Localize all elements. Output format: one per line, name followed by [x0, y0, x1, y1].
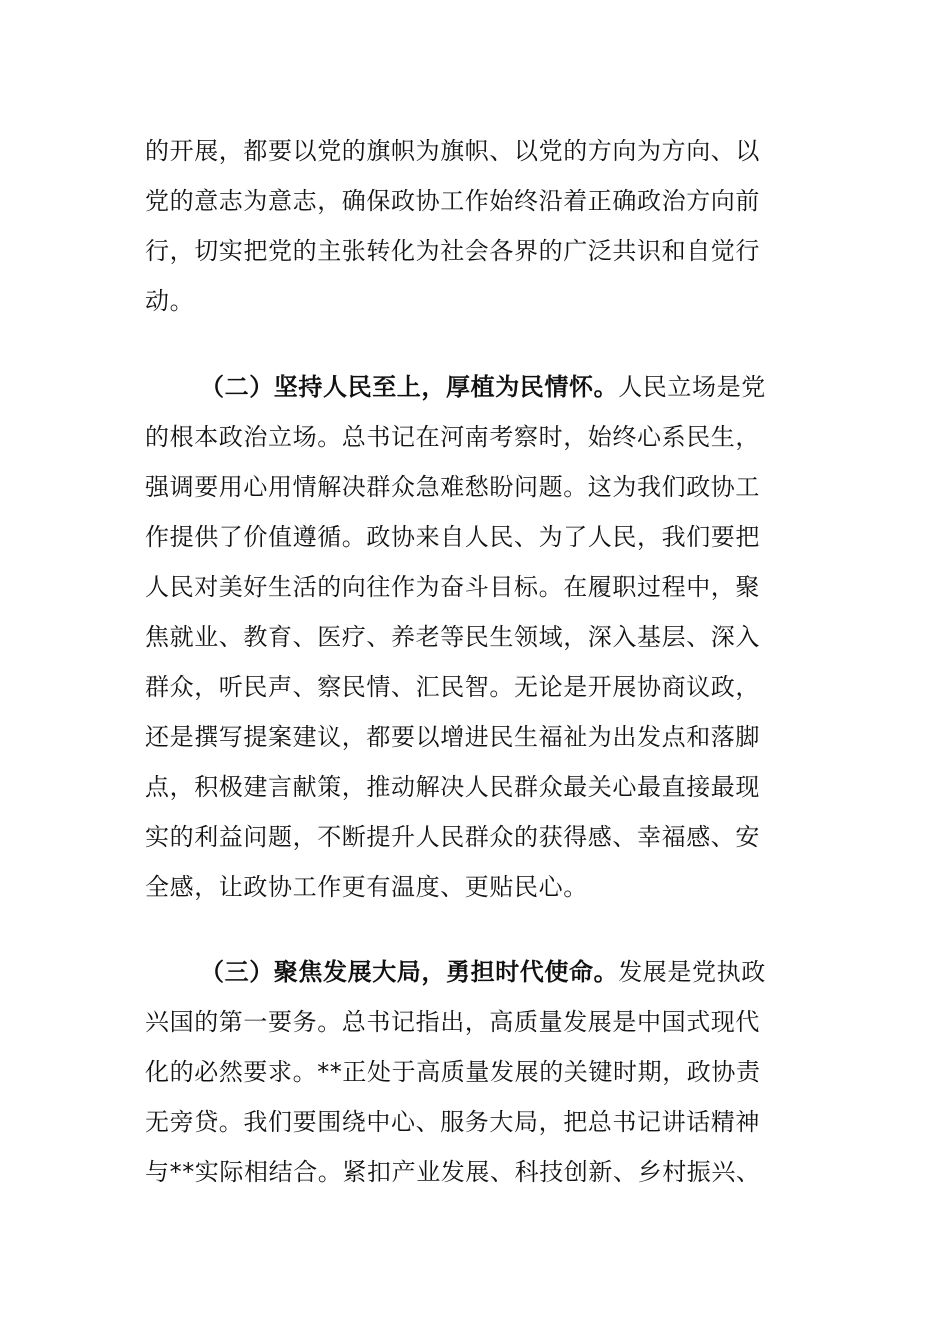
para2-line: 强调要用心用情解决群众急难愁盼问题。这为我们政协工	[145, 473, 760, 501]
para3-line: 与**实际相结合。紧扣产业发展、科技创新、乡村振兴、	[145, 1158, 761, 1186]
para2-line: 实的利益问题，不断提升人民群众的获得感、幸福感、安	[145, 823, 760, 851]
para2-line: 焦就业、教育、医疗、养老等民生领域，深入基层、深入	[145, 623, 760, 651]
para3-line: 兴国的第一要务。总书记指出，高质量发展是中国式现代	[145, 1008, 760, 1036]
para2-line: 点，积极建言献策，推动解决人民群众最关心最直接最现	[145, 773, 760, 801]
para2-first-line	[200, 367, 805, 407]
para3-heading: （三）聚焦发展大局，勇担时代使命。	[200, 958, 619, 986]
para3-line: 化的必然要求。**正处于高质量发展的关键时期，政协责	[145, 1058, 761, 1086]
para2-line: 还是撰写提案建议，都要以增进民生福祉为出发点和落脚	[145, 723, 760, 751]
para3-line: 无旁贷。我们要围绕中心、服务大局，把总书记讲话精神	[145, 1108, 760, 1136]
para3-first-line	[200, 952, 805, 992]
para1-line-4: 动。	[145, 287, 195, 315]
para2-line: 全感，让政协工作更有温度、更贴民心。	[145, 873, 588, 901]
para2-line: 作提供了价值遵循。政协来自人民、为了人民，我们要把	[145, 523, 760, 551]
para2-line: 的根本政治立场。总书记在河南考察时，始终心系民生，	[145, 423, 760, 451]
para1-line-3: 行，切实把党的主张转化为社会各界的广泛共识和自觉行	[145, 237, 760, 265]
para1-line-1: 的开展，都要以党的旗帜为旗帜、以党的方向为方向、以	[145, 137, 760, 165]
para2-heading: （二）坚持人民至上，厚植为民情怀。	[200, 373, 619, 401]
para2-line: 人民对美好生活的向往作为奋斗目标。在履职过程中，聚	[145, 573, 760, 601]
para1-line-2: 党的意志为意志，确保政协工作始终沿着正确政治方向前	[145, 187, 760, 215]
para2-line: 群众，听民声、察民情、汇民智。无论是开展协商议政，	[145, 673, 760, 701]
para2-first-rest: 人民立场是党	[618, 373, 766, 401]
para3-first-rest: 发展是党执政	[618, 958, 766, 986]
